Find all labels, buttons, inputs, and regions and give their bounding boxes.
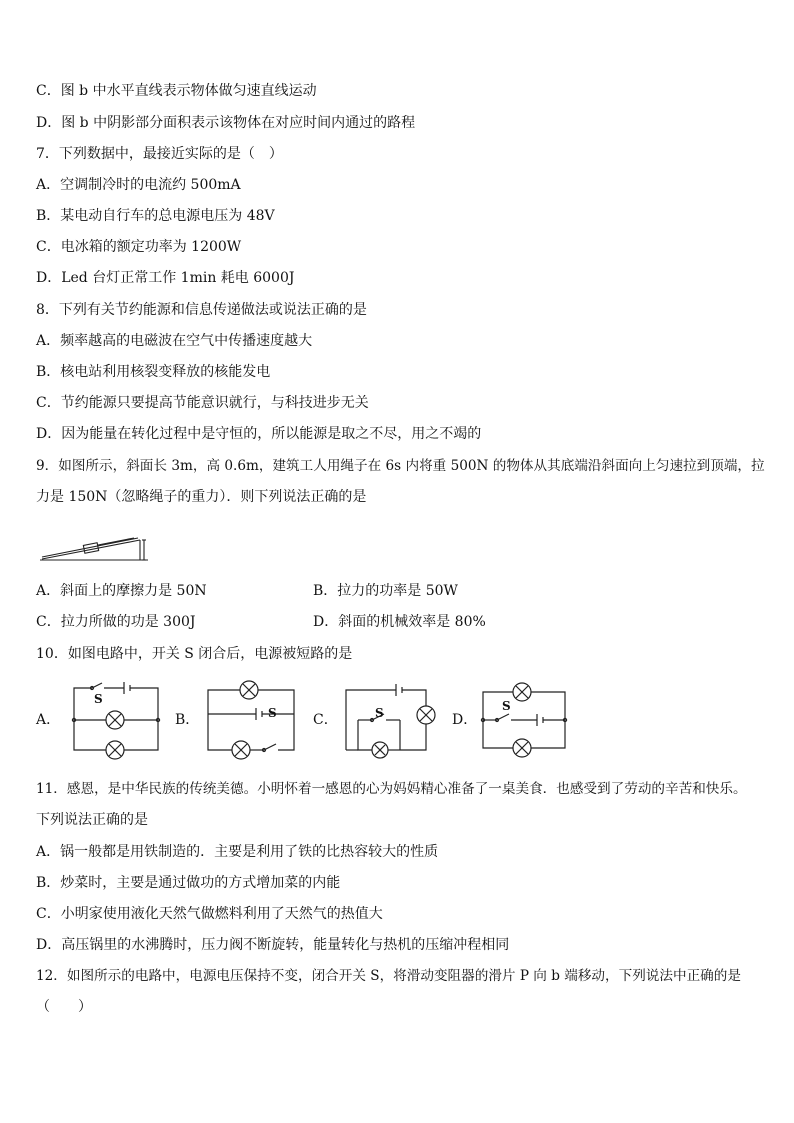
q7-option-c: C．电冰箱的额定功率为 1200W bbox=[36, 239, 242, 255]
q11-stem-line2: 下列说法正确的是 bbox=[36, 812, 148, 828]
q7-stem: 7．下列数据中，最接近实际的是（ ） bbox=[36, 146, 283, 162]
switch-label-d: S bbox=[502, 699, 511, 713]
q9-stem-line1: 9．如图所示，斜面长 3m，高 0.6m，建筑工人用绳子在 6s 内将重 500N 的物体从其底端沿斜面向上匀速拉到顶端，拉 bbox=[36, 458, 765, 474]
q11-option-b: B．炒菜时，主要是通过做功的方式增加菜的内能 bbox=[36, 875, 341, 891]
q11-option-d: D．高压锅里的水沸腾时，压力阀不断旋转，能量转化与热机的压缩冲程相同 bbox=[36, 937, 510, 953]
switch-label-b: S bbox=[268, 706, 277, 720]
q9-stem-line2: 力是 150N（忽略绳子的重力）．则下列说法正确的是 bbox=[36, 489, 367, 505]
switch-label-a: S bbox=[94, 692, 103, 706]
q10-option-a-label: A． bbox=[36, 712, 61, 728]
switch-label-c: S bbox=[375, 706, 384, 720]
q9-option-d: D．斜面的机械效率是 80% bbox=[313, 614, 486, 630]
q7-option-d: D．Led 台灯正常工作 1min 耗电 6000J bbox=[36, 270, 295, 286]
q10-option-d-label: D． bbox=[452, 712, 478, 728]
q9-option-b: B．拉力的功率是 50W bbox=[313, 583, 458, 599]
circuit-a bbox=[66, 680, 166, 762]
q11-option-c: C．小明家使用液化天然气做燃料利用了天然气的热值大 bbox=[36, 906, 383, 922]
incline-figure bbox=[38, 530, 158, 566]
q10-stem: 10．如图电路中，开关 S 闭合后，电源被短路的是 bbox=[36, 646, 353, 662]
q12-stem-line2: （ ） bbox=[36, 999, 92, 1015]
q11-stem-line1: 11．感恩，是中华民族的传统美德。小明怀着一感恩的心为妈妈精心准备了一桌美食．也感受到了劳动的辛苦和快乐。 bbox=[36, 781, 747, 797]
q6-option-d: D．图 b 中阴影部分面积表示该物体在对应时间内通过的路程 bbox=[36, 115, 416, 131]
q8-option-b: B．核电站利用核裂变释放的核能发电 bbox=[36, 364, 271, 380]
q12-stem-line1: 12．如图所示的电路中，电源电压保持不变，闭合开关 S，将滑动变阻器的滑片 P 向 b 端移动，下列说法中正确的是 bbox=[36, 968, 741, 984]
circuit-c bbox=[340, 680, 442, 762]
q7-option-a: A．空调制冷时的电流约 500mA bbox=[36, 177, 241, 193]
circuit-d bbox=[477, 680, 575, 762]
q8-option-a: A．频率越高的电磁波在空气中传播速度越大 bbox=[36, 333, 313, 349]
q9-option-c: C．拉力所做的功是 300J bbox=[36, 614, 196, 630]
q10-option-c-label: C． bbox=[313, 712, 338, 728]
q8-option-c: C．节约能源只要提高节能意识就行，与科技进步无关 bbox=[36, 395, 369, 411]
q10-option-b-label: B． bbox=[175, 712, 200, 728]
q9-option-a: A．斜面上的摩擦力是 50N bbox=[36, 583, 207, 599]
q8-stem: 8．下列有关节约能源和信息传递做法或说法正确的是 bbox=[36, 302, 367, 318]
q6-option-c: C．图 b 中水平直线表示物体做匀速直线运动 bbox=[36, 83, 317, 99]
circuit-b bbox=[202, 680, 302, 762]
q11-option-a: A．锅一般都是用铁制造的．主要是利用了铁的比热容较大的性质 bbox=[36, 844, 439, 860]
q8-option-d: D．因为能量在转化过程中是守恒的，所以能源是取之不尽，用之不竭的 bbox=[36, 426, 482, 442]
q7-option-b: B．某电动自行车的总电源电压为 48V bbox=[36, 208, 275, 224]
